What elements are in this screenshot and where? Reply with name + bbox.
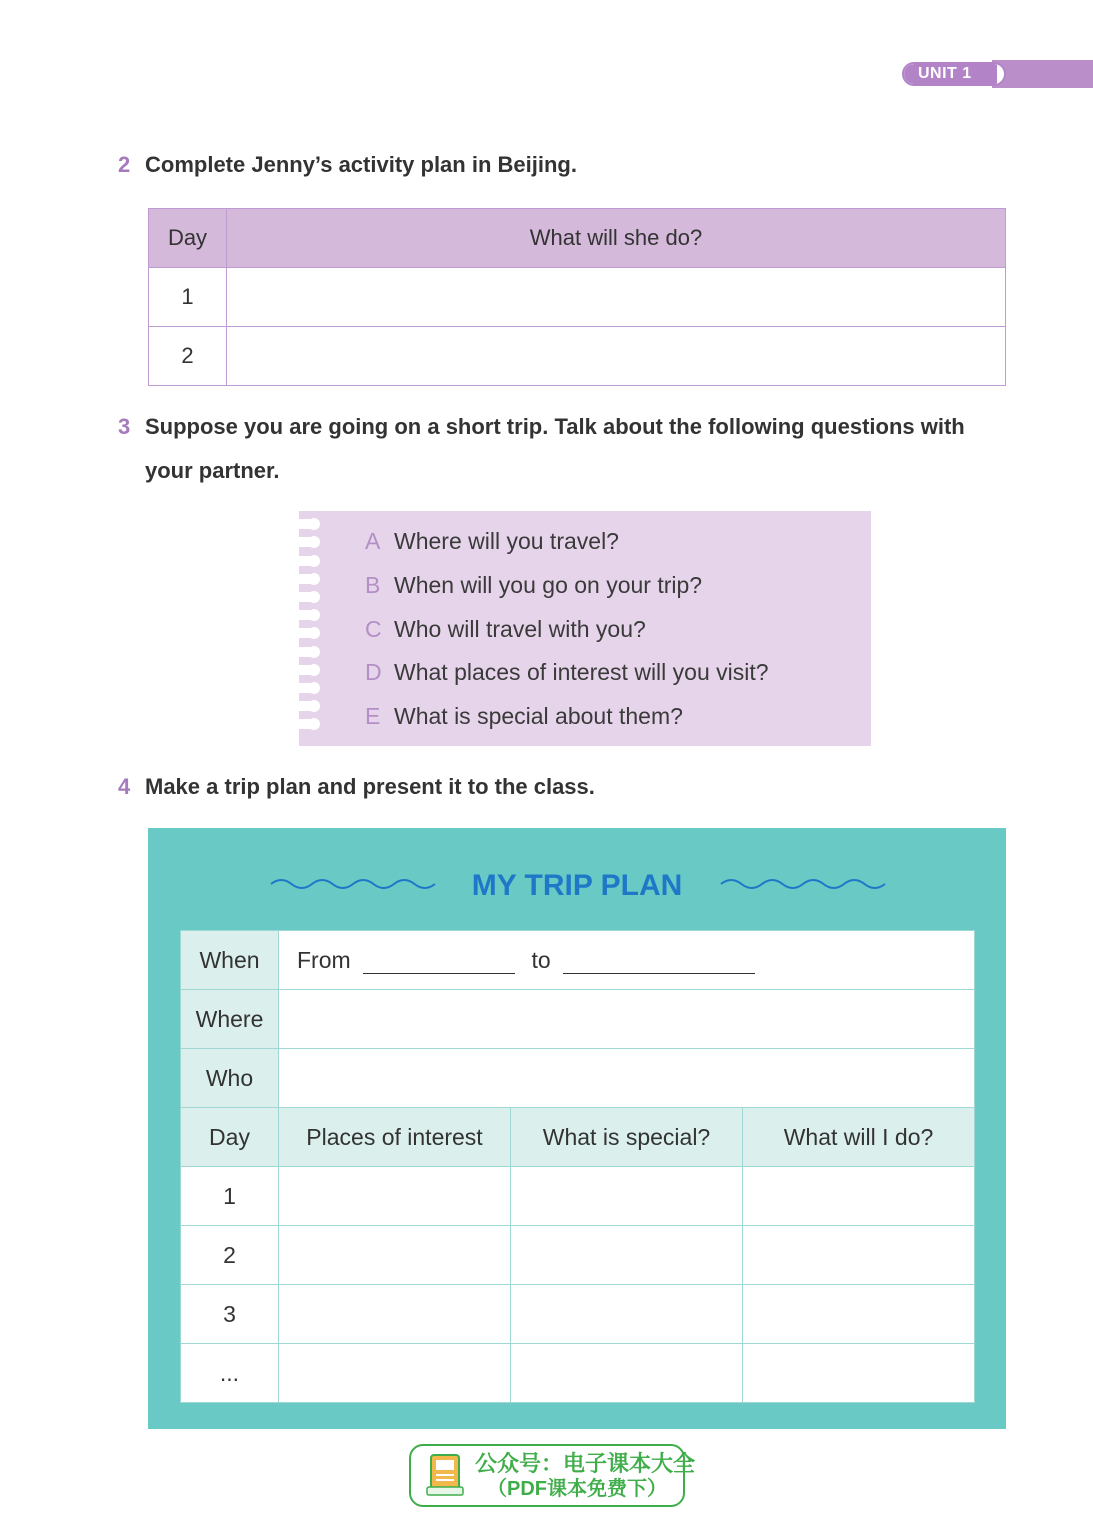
question-letter: C <box>365 615 382 642</box>
exercise-number: 4 <box>118 774 131 799</box>
list-item <box>365 699 769 743</box>
where-label: Where <box>181 990 279 1049</box>
unit-tab-bar <box>992 60 1093 88</box>
places-cell[interactable] <box>279 1167 511 1226</box>
question-text: Where will you travel? <box>394 528 619 554</box>
watermark-line2: （PDF课本免费下） <box>487 1478 667 1500</box>
todo-cell[interactable] <box>743 1285 975 1344</box>
binder-ring <box>299 574 320 584</box>
exercise-number: 3 <box>118 414 131 439</box>
unit-tab <box>900 60 1093 88</box>
header-special: What is special? <box>511 1108 743 1167</box>
when-field[interactable] <box>279 931 975 990</box>
trip-plan-table <box>180 930 975 1403</box>
question-text: What is special about them? <box>394 703 683 730</box>
to-blank[interactable] <box>563 950 755 974</box>
binder-ring <box>299 519 320 529</box>
list-item <box>365 524 769 568</box>
exercise-2-heading <box>118 143 1005 187</box>
list-item <box>365 612 769 656</box>
unit-label: UNIT 1 <box>918 65 972 82</box>
binder-ring <box>299 610 320 620</box>
book-icon <box>423 1453 467 1497</box>
trip-plan-panel <box>148 828 1006 1429</box>
binder-ring <box>299 701 320 711</box>
table-row <box>181 990 975 1049</box>
question-text: What places of interest will you visit? <box>394 659 769 686</box>
day-cell: 2 <box>181 1226 279 1285</box>
who-label: Who <box>181 1049 279 1108</box>
table-row <box>181 1226 975 1285</box>
list-item <box>365 655 769 699</box>
binder-ring <box>299 665 320 675</box>
header-day: Day <box>149 209 227 268</box>
exercise-number: 2 <box>118 152 131 177</box>
table-row <box>181 1049 975 1108</box>
exercise-3-heading <box>118 405 1005 493</box>
todo-cell[interactable] <box>743 1226 975 1285</box>
special-cell[interactable] <box>511 1226 743 1285</box>
watermark-line1: 公众号：电子课本大全 <box>475 1451 696 1476</box>
exercise-4-heading <box>118 765 1005 809</box>
binder-ring <box>299 683 320 693</box>
table-row <box>181 1285 975 1344</box>
special-cell[interactable] <box>511 1285 743 1344</box>
special-cell[interactable] <box>511 1167 743 1226</box>
question-letter: A <box>365 528 381 554</box>
question-letter: B <box>365 571 381 598</box>
day-cell: 2 <box>149 327 227 386</box>
where-field[interactable] <box>279 990 975 1049</box>
binder-ring <box>299 556 320 566</box>
activity-cell[interactable] <box>227 327 1006 386</box>
question-notepad <box>299 511 871 746</box>
list-item <box>365 568 769 612</box>
places-cell[interactable] <box>279 1344 511 1403</box>
header-todo: What will I do? <box>743 1108 975 1167</box>
question-list <box>365 524 769 743</box>
question-letter: D <box>365 659 382 686</box>
table-header-row <box>181 1108 975 1167</box>
binder-ring <box>299 647 320 657</box>
todo-cell[interactable] <box>743 1344 975 1403</box>
table-row <box>149 327 1006 386</box>
table-row <box>181 1344 975 1403</box>
header-day: Day <box>181 1108 279 1167</box>
unit-pill <box>902 62 1006 86</box>
who-field[interactable] <box>279 1049 975 1108</box>
header-places: Places of interest <box>279 1108 511 1167</box>
exercise-instruction-line1: Suppose you are going on a short trip. Talk about the following questions with <box>145 414 965 439</box>
binder-ring <box>299 719 320 729</box>
header-activity: What will she do? <box>227 209 1006 268</box>
exercise-instruction-line2: your partner. <box>145 458 280 483</box>
binder-ring <box>299 537 320 547</box>
day-cell: 3 <box>181 1285 279 1344</box>
special-cell[interactable] <box>511 1344 743 1403</box>
watermark-stamp <box>409 1444 696 1507</box>
todo-cell[interactable] <box>743 1167 975 1226</box>
places-cell[interactable] <box>279 1226 511 1285</box>
day-cell: 1 <box>149 268 227 327</box>
from-label: From <box>297 946 351 973</box>
activity-cell[interactable] <box>227 268 1006 327</box>
when-label: When <box>181 931 279 990</box>
table-header-row <box>149 209 1006 268</box>
places-cell[interactable] <box>279 1285 511 1344</box>
exercise-instruction: Make a trip plan and present it to the class. <box>145 774 595 799</box>
activity-plan-table <box>148 208 1006 386</box>
from-blank[interactable] <box>363 950 515 974</box>
day-cell: 1 <box>181 1167 279 1226</box>
question-letter: E <box>365 703 381 730</box>
binder-ring <box>299 628 320 638</box>
day-cell: ... <box>181 1344 279 1403</box>
exercise-instruction: Complete Jenny’s activity plan in Beijing. <box>145 152 577 177</box>
question-text: When will you go on your trip? <box>394 571 703 598</box>
wave-decoration-icon <box>719 875 889 893</box>
table-row <box>149 268 1006 327</box>
table-row <box>181 1167 975 1226</box>
to-label: to <box>531 946 551 973</box>
table-row <box>181 931 975 990</box>
binder-ring <box>299 592 320 602</box>
trip-plan-title: MY TRIP PLAN <box>471 869 683 902</box>
question-text: Who will travel with you? <box>394 615 646 642</box>
